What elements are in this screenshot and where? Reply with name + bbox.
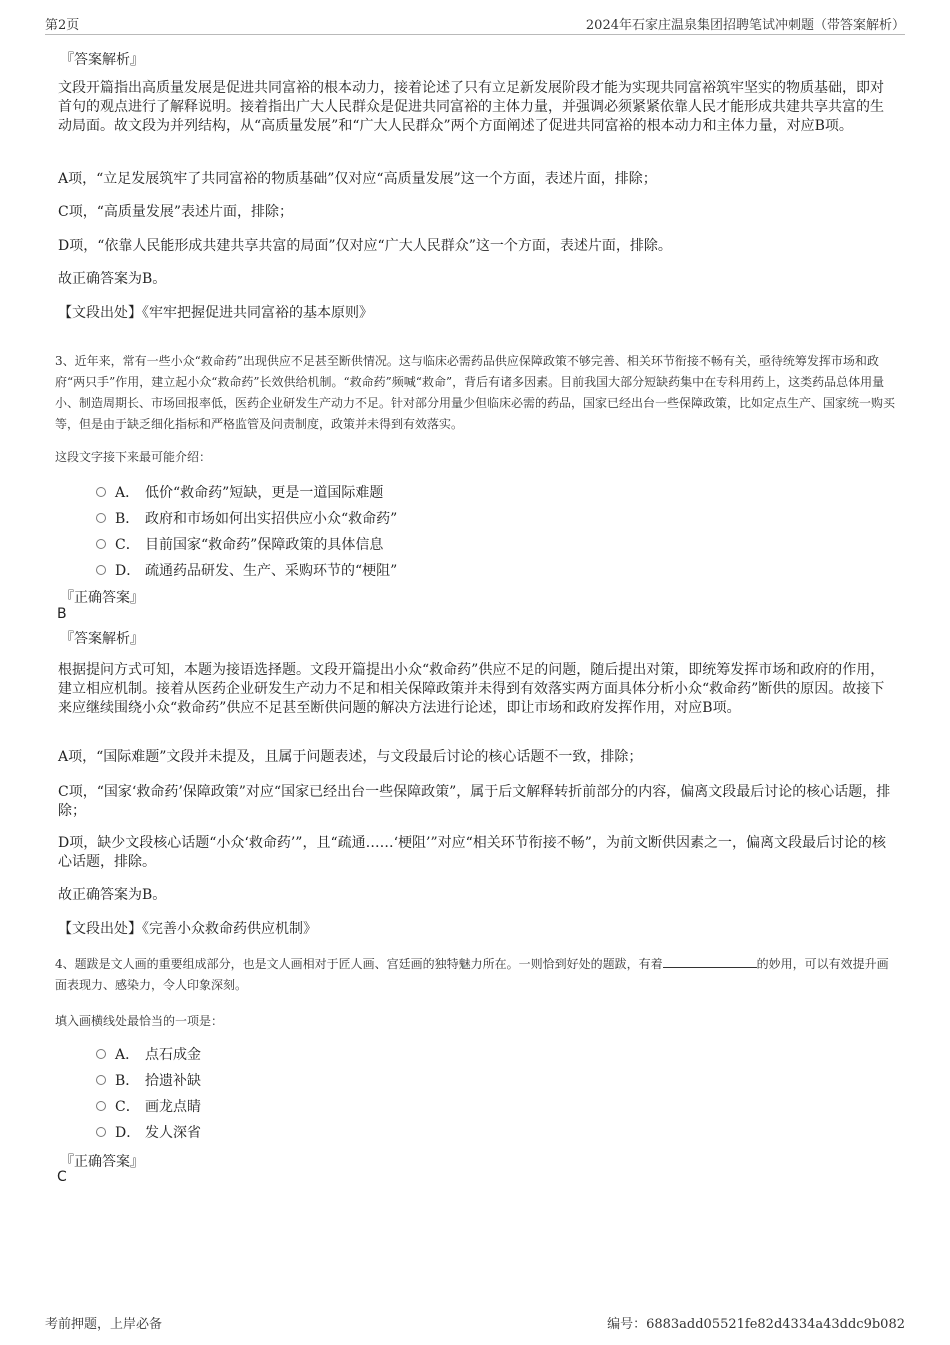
option-text: 点石成金 — [145, 1047, 201, 1063]
option-c-analysis: C项，“国家‘救命药’保障政策”对应“国家已经出台一些保障政策”，属于后文解释转折前部分的内容，偏离文段最后讨论的核心话题，排除； — [58, 784, 891, 819]
option-a-analysis: A项，“国际难题”文段并未提及，且属于问题表述，与文段最后讨论的核心话题不一致，排除； — [58, 749, 643, 765]
question-4-stem-post: 的妙用，可以有效提升画面表现力、感染力，令人印象深刻。 — [55, 957, 889, 992]
correct-answer-label: 『正确答案』 — [60, 1154, 144, 1170]
fill-blank — [663, 955, 757, 968]
answer-analysis-paragraph: 文段开篇指出高质量发展是促进共同富裕的根本动力，接着论述了只有立足新发展阶段才能为实现共同富裕筑牢坚实的物质基础，即对首句的观点进行了解释说明。接着指出广大人民群众是促进共同富裕的主体力量，并强调必须紧紧依靠人民才能形成共建共享共富的生动局面。故文段为并列结构，从“高质量发展”和“广大人民群众”两个方面阐述了促进共同富裕的根本动力和主体力量，对应B项。 — [58, 80, 884, 134]
option-c-analysis: C项，“高质量发展”表述片面，排除； — [58, 204, 294, 220]
page-header — [45, 12, 905, 35]
conclusion: 故正确答案为B。 — [58, 271, 167, 287]
conclusion: 故正确答案为B。 — [58, 887, 167, 903]
correct-answer: B — [57, 606, 67, 622]
radio-icon[interactable] — [96, 1049, 106, 1059]
option-letter: C． — [115, 1099, 140, 1115]
option-text: 画龙点睛 — [145, 1099, 201, 1115]
radio-icon[interactable] — [96, 487, 106, 497]
option-text: 发人深省 — [145, 1125, 201, 1141]
option-text: 拾遗补缺 — [145, 1073, 201, 1089]
option-text: 疏通药品研发、生产、采购环节的“梗阻” — [145, 563, 398, 579]
radio-icon[interactable] — [96, 1075, 106, 1085]
option-letter: B． — [115, 1073, 140, 1089]
correct-answer-label: 『正确答案』 — [60, 590, 144, 606]
option-text: 低价“救命药”短缺，更是一道国际难题 — [145, 485, 384, 501]
question-4-stem-pre: 4、题跋是文人画的重要组成部分，也是文人画相对于匠人画、宫廷画的独特魅力所在。一则恰到好处的题跋，有着 — [55, 957, 663, 971]
radio-icon[interactable] — [96, 1127, 106, 1137]
option-letter: C． — [115, 537, 140, 553]
radio-icon[interactable] — [96, 539, 106, 549]
question-3-stem: 3、近年来，常有一些小众“救命药”出现供应不足甚至断供情况。这与临床必需药品供应保障政策不够完善、相关环节衔接不畅有关，亟待统筹发挥市场和政府“两只手”作用，建立起小众“救命药”长效供给机制。“救命药”频喊“救命”，背后有诸多因素。目前我国大部分短缺药集中在专科用药上，这类药品总体用量小、制造周期长、市场回报率低，医药企业研发生产动力不足。针对部分用量少但临床必需的药品，国家已经出台一些保障政策，比如定点生产、国家统一购买等，但是由于缺乏细化指标和严格监管及问责制度，政策并未得到有效落实。 — [55, 354, 896, 431]
correct-answer: C — [57, 1169, 67, 1185]
option-letter: A． — [115, 485, 140, 501]
option-letter: D． — [115, 563, 141, 579]
radio-icon[interactable] — [96, 565, 106, 575]
passage-source: 【文段出处】《牢牢把握促进共同富裕的基本原则》 — [58, 305, 373, 321]
passage-source: 【文段出处】《完善小众救命药供应机制》 — [58, 921, 317, 937]
radio-icon[interactable] — [96, 513, 106, 523]
option-d-analysis: D项，“依靠人民能形成共建共享共富的局面”仅对应“广大人民群众”这一个方面，表述片面，排除。 — [58, 238, 672, 254]
option-text: 目前国家“救命药”保障政策的具体信息 — [145, 537, 384, 553]
answer-analysis-paragraph: 根据提问方式可知，本题为接语选择题。文段开篇提出小众“救命药”供应不足的问题，随后提出对策，即统筹发挥市场和政府的作用，建立相应机制。接着从医药企业研发生产动力不足和相关保障政策并未得到有效落实两方面具体分析小众“救命药”断供的原因。故接下来应继续围绕小众“救命药”供应不足甚至断供问题的解决方法进行论述，即让市场和政府发挥作用，对应B项。 — [58, 662, 885, 716]
option-d-analysis: D项，缺少文段核心话题“小众‘救命药’”，且“疏通……‘梗阻’”对应“相关环节衔接不畅”，为前文断供因素之一，偏离文段最后讨论的核心话题，排除。 — [58, 835, 886, 870]
footer-slogan: 考前押题，上岸必备 — [45, 1317, 163, 1332]
document-id: 编号：6883add05521fe82d4334a43ddc9b082 — [607, 1317, 905, 1332]
answer-analysis-label: 『答案解析』 — [60, 52, 144, 68]
document-title: 2024年石家庄温泉集团招聘笔试冲刺题（带答案解析） — [585, 18, 905, 33]
option-a-analysis: A项，“立足发展筑牢了共同富裕的物质基础”仅对应“高质量发展”这一个方面，表述片面，排除； — [58, 171, 657, 187]
question-4-stem — [55, 954, 895, 996]
question-3-prompt: 这段文字接下来最可能介绍： — [55, 450, 212, 464]
answer-analysis-label: 『答案解析』 — [60, 631, 144, 647]
option-text: 政府和市场如何出实招供应小众“救命药” — [145, 511, 398, 527]
option-letter: B． — [115, 511, 140, 527]
option-letter: A． — [115, 1047, 140, 1063]
option-letter: D． — [115, 1125, 141, 1141]
question-4-prompt: 填入画横线处最恰当的一项是： — [55, 1014, 224, 1028]
page-number: 第2页 — [45, 18, 80, 33]
radio-icon[interactable] — [96, 1101, 106, 1111]
